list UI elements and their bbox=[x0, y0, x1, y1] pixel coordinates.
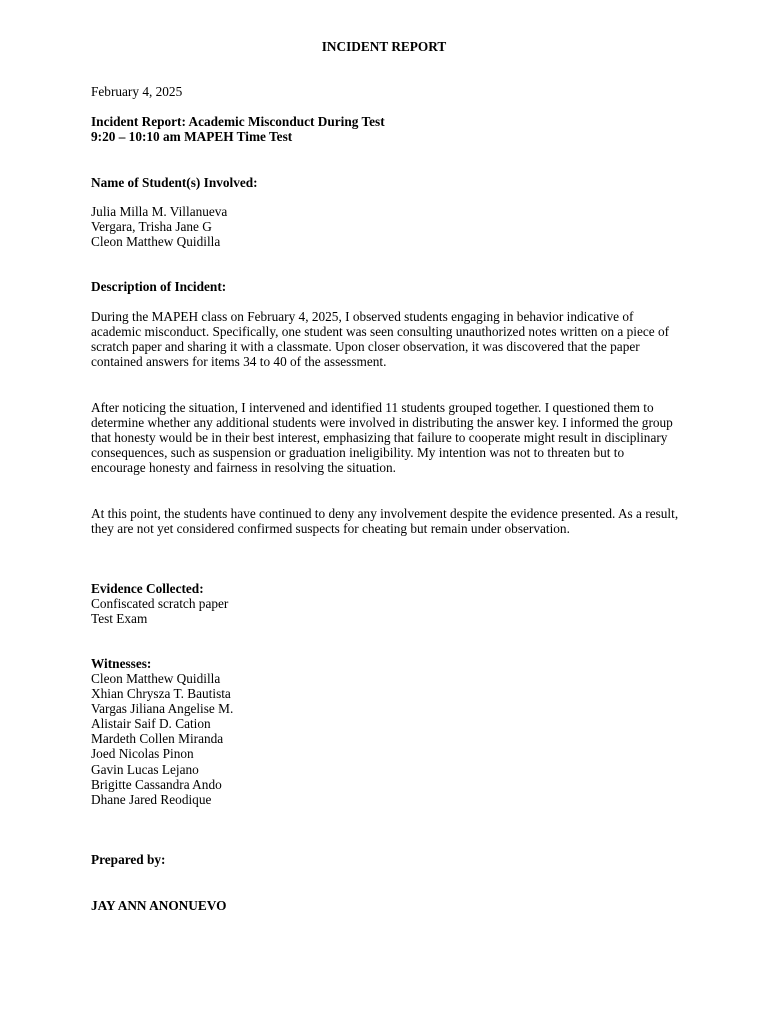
witness-name: Gavin Lucas Lejano bbox=[91, 761, 199, 777]
description-heading: Description of Incident: bbox=[91, 279, 227, 294]
evidence-list bbox=[91, 596, 691, 626]
witnesses-heading: Witnesses: bbox=[91, 656, 152, 671]
description-paragraph: At this point, the students have continued to deny any involvement despite the evidence presented. As a result, they are not yet considered confirmed suspects for cheating but remain under observation. bbox=[91, 506, 679, 537]
students-list bbox=[91, 204, 691, 249]
witness-name: Vargas Jiliana Angelise M. bbox=[91, 701, 234, 717]
students-heading: Name of Student(s) Involved: bbox=[91, 175, 258, 190]
description-paragraph: During the MAPEH class on February 4, 2025, I observed students engaging in behavior indicative of academic misconduct. Specifically, one student was seen consulting unauthorized notes written on a piece of scratch paper and sharing it with a classmate. Upon closer observation, it was discovered that the paper contained answers for items 34 to 40 of the assessment. bbox=[91, 309, 670, 370]
witness-name: Brigitte Cassandra Ando bbox=[91, 776, 222, 792]
subject-heading bbox=[91, 114, 691, 144]
witness-name: Joed Nicolas Pinon bbox=[91, 746, 194, 762]
student-name: Julia Milla M. Villanueva bbox=[91, 204, 228, 219]
report-date: February 4, 2025 bbox=[91, 84, 183, 99]
subject-line-title: Incident Report: Academic Misconduct During Test bbox=[91, 114, 385, 129]
subject-line-time: 9:20 – 10:10 am MAPEH Time Test bbox=[91, 129, 293, 145]
prepared-by-label: Prepared by: bbox=[91, 852, 166, 867]
witnesses-list bbox=[91, 671, 691, 807]
description-body-1 bbox=[91, 309, 691, 369]
evidence-heading: Evidence Collected: bbox=[91, 581, 204, 596]
witness-name: Cleon Matthew Quidilla bbox=[91, 671, 221, 686]
description-body-3 bbox=[91, 506, 691, 536]
description-paragraph: After noticing the situation, I intervened and identified 11 students grouped together. I questioned them to determine whether any additional students were involved in distributing the answer key. I informed the group that honesty would be in their best interest, emphasizing that failure to cooperate might result in disciplinary consequences, such as suspension or graduation ineligibility. My intention was not to threaten but to encourage honesty and fairness in resolving the situation. bbox=[91, 400, 673, 476]
student-name: Cleon Matthew Quidilla bbox=[91, 234, 221, 250]
witness-name: Alistair Saif D. Cation bbox=[91, 716, 211, 732]
witness-name: Xhian Chrysza T. Bautista bbox=[91, 686, 231, 702]
evidence-item: Confiscated scratch paper bbox=[91, 596, 229, 611]
description-body-2 bbox=[91, 400, 691, 475]
report-title: INCIDENT REPORT bbox=[321, 39, 447, 54]
witness-name: Dhane Jared Reodique bbox=[91, 791, 212, 807]
witness-name: Mardeth Collen Miranda bbox=[91, 731, 224, 747]
evidence-item: Test Exam bbox=[91, 611, 148, 627]
preparer-name: JAY ANN ANONUEVO bbox=[91, 898, 227, 913]
student-name: Vergara, Trisha Jane G bbox=[91, 219, 212, 235]
